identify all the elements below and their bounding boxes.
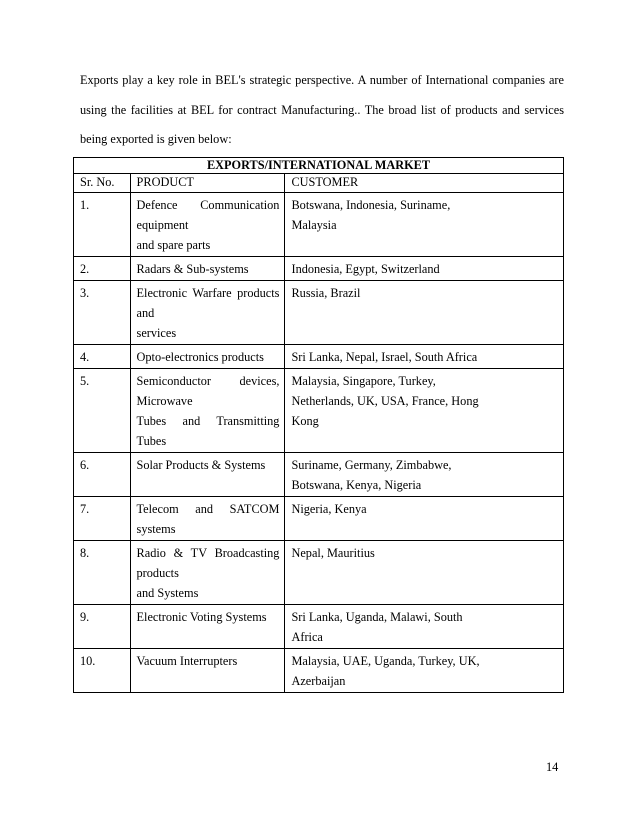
table-title: EXPORTS/INTERNATIONAL MARKET xyxy=(74,158,564,174)
product-line: and Systems xyxy=(136,586,199,600)
sr-no-cell: 7. xyxy=(74,497,131,541)
product-cell xyxy=(130,453,285,497)
product-cell xyxy=(130,497,285,541)
product-line: Electronic Warfare products xyxy=(136,286,280,300)
product-cell xyxy=(130,369,285,453)
customer-line: Malaysia, Singapore, Turkey, xyxy=(291,374,436,388)
customer-line: Azerbaijan xyxy=(291,674,346,688)
customer-line: Netherlands, UK, USA, France, Hong xyxy=(291,394,479,408)
customer-line: Sri Lanka, Uganda, Malawi, South xyxy=(291,610,463,624)
product-cell xyxy=(130,345,285,369)
table-row xyxy=(74,649,564,693)
customer-cell xyxy=(285,453,564,497)
product-line: Defence Communication xyxy=(136,198,280,212)
table-row xyxy=(74,257,564,281)
sr-no-cell: 9. xyxy=(74,605,131,649)
header-customer: CUSTOMER xyxy=(285,174,564,193)
sr-no-cell: 4. xyxy=(74,345,131,369)
product-line: Vacuum Interrupters xyxy=(136,654,238,668)
customer-line: Botswana, Kenya, Nigeria xyxy=(291,478,422,492)
exports-table xyxy=(73,157,564,693)
table-header-row xyxy=(74,174,564,193)
header-sr-no: Sr. No. xyxy=(74,174,131,193)
product-line: Solar Products & Systems xyxy=(136,458,266,472)
customer-cell xyxy=(285,193,564,257)
customer-cell xyxy=(285,649,564,693)
product-line: services xyxy=(136,326,177,340)
product-cell xyxy=(130,541,285,605)
product-line: Opto-electronics products xyxy=(136,350,264,364)
table-body xyxy=(74,193,564,693)
customer-cell xyxy=(285,541,564,605)
product-line: Electronic Voting Systems xyxy=(136,610,267,624)
product-cell xyxy=(130,281,285,345)
customer-line: Botswana, Indonesia, Suriname, xyxy=(291,198,451,212)
product-line: Semiconductor devices, xyxy=(136,374,280,388)
customer-line: Nepal, Mauritius xyxy=(291,546,375,560)
product-line: Tubes and Transmitting xyxy=(136,414,280,428)
sr-no-cell: 8. xyxy=(74,541,131,605)
sr-no-cell: 3. xyxy=(74,281,131,345)
intro-paragraph: Exports play a key role in BEL's strategic perspective. A number of International companies are using the facilities at BEL for contract Manufacturing.. The broad list of products and services being exported is given below: xyxy=(80,73,564,146)
customer-line: Indonesia, Egypt, Switzerland xyxy=(291,262,440,276)
table-row xyxy=(74,345,564,369)
sr-no-cell: 5. xyxy=(74,369,131,453)
product-cell xyxy=(130,193,285,257)
customer-cell xyxy=(285,281,564,345)
table-row xyxy=(74,369,564,453)
customer-line: Nigeria, Kenya xyxy=(291,502,367,516)
product-line: equipment xyxy=(136,218,189,232)
table-row xyxy=(74,497,564,541)
customer-line: Sri Lanka, Nepal, Israel, South Africa xyxy=(291,350,478,364)
table-row xyxy=(74,453,564,497)
customer-line: Malaysia xyxy=(291,218,337,232)
sr-no-cell: 10. xyxy=(74,649,131,693)
sr-no-cell: 6. xyxy=(74,453,131,497)
table-row xyxy=(74,281,564,345)
table-row xyxy=(74,541,564,605)
table-row xyxy=(74,193,564,257)
product-line: Tubes xyxy=(136,434,167,448)
sr-no-cell: 1. xyxy=(74,193,131,257)
product-line: Radars & Sub-systems xyxy=(136,262,249,276)
product-cell xyxy=(130,649,285,693)
product-line: products xyxy=(136,566,179,580)
customer-line: Kong xyxy=(291,414,319,428)
product-line: systems xyxy=(136,522,176,536)
product-line: Radio & TV Broadcasting xyxy=(136,546,280,560)
table-row xyxy=(74,605,564,649)
sr-no-cell: 2. xyxy=(74,257,131,281)
product-cell xyxy=(130,257,285,281)
customer-line: Russia, Brazil xyxy=(291,286,361,300)
customer-cell xyxy=(285,369,564,453)
product-line: and spare parts xyxy=(136,238,211,252)
customer-line: Africa xyxy=(291,630,323,644)
product-line: Microwave xyxy=(136,394,193,408)
page-number: 14 xyxy=(546,760,559,774)
customer-cell xyxy=(285,257,564,281)
customer-line: Suriname, Germany, Zimbabwe, xyxy=(291,458,452,472)
header-product: PRODUCT xyxy=(130,174,285,193)
customer-cell xyxy=(285,497,564,541)
customer-line: Malaysia, UAE, Uganda, Turkey, UK, xyxy=(291,654,480,668)
customer-cell xyxy=(285,345,564,369)
product-cell xyxy=(130,605,285,649)
customer-cell xyxy=(285,605,564,649)
product-line: Telecom and SATCOM xyxy=(136,502,280,516)
product-line: and xyxy=(136,306,155,320)
